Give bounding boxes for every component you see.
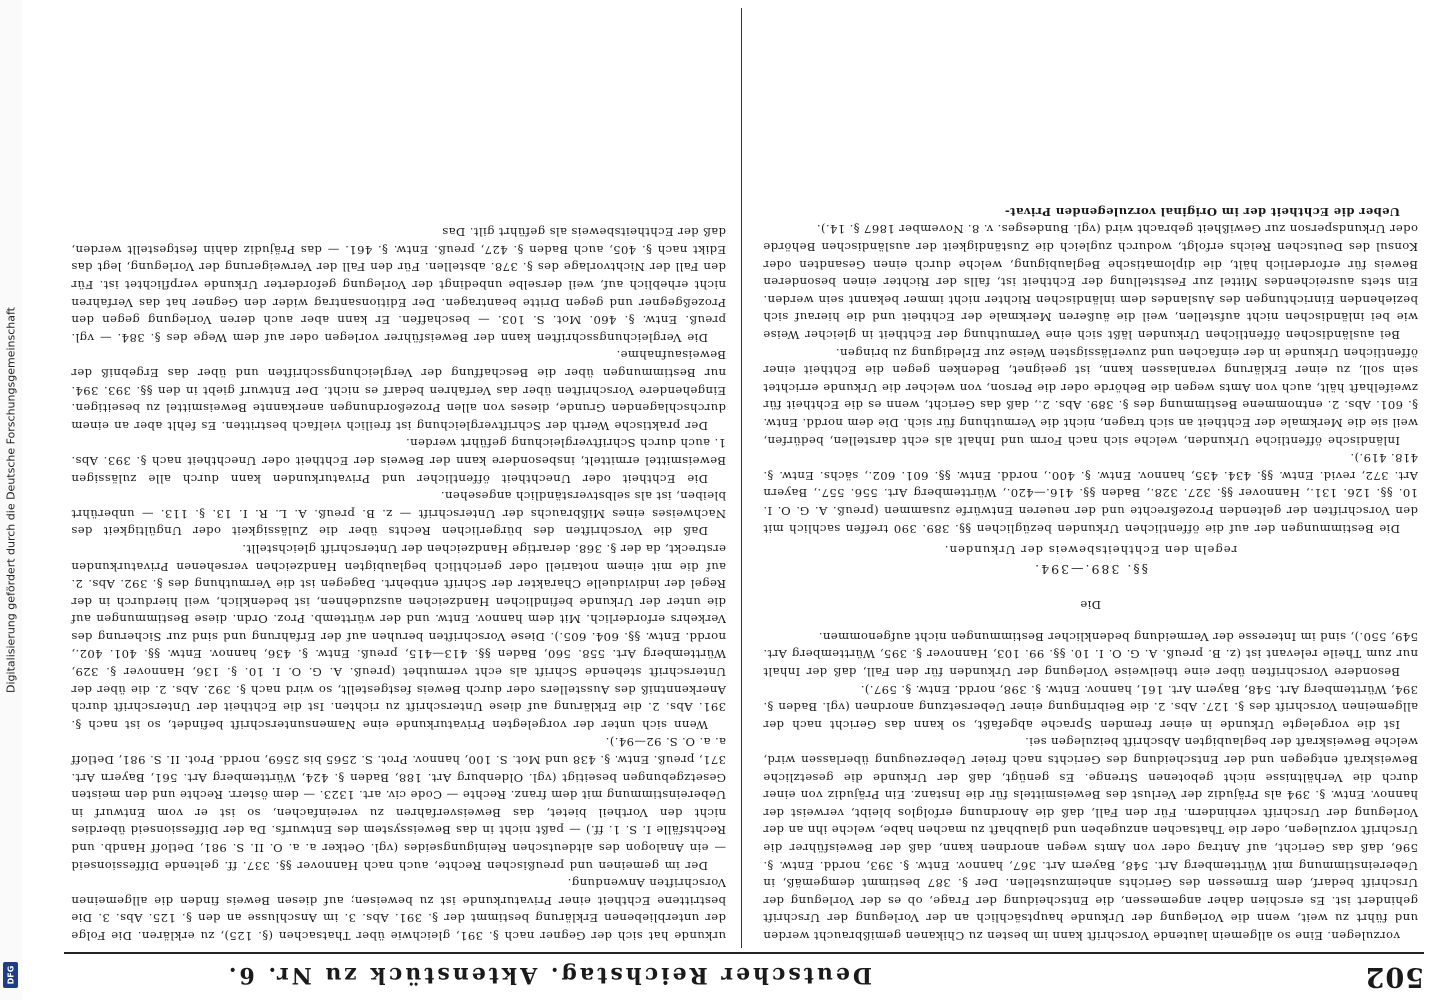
right-paragraph-1: urkunde hat sich der Gegner nach §. 391, gleichwie über Thatsachen (§. 125), zu erklären. Die Folge der unterbliebenen Erklärung bestimmt der §. 391. Abs. 3. im Anschlusse an den §. 125. Abs. 3. Die bestrittene Echtheit einer Privaturkunde ist zu beweisen; auf diesen Beweis finden die allgemeinen Vorschriften Anwendung. — [71, 876, 726, 943]
left-paragraph-6: Bei ausländischen öffentlichen Urkunden läßt sich eine Vermuthung der Echtheit in gleicher Weise wie bei inländischen nicht aufstellen, weil die äußeren Merkmale der Echtheit und die hierauf sich beziehenden Einrichtungen des Auslandes dem inländischen Richter nicht immer bekannt sein werden. Ein stets ausreichendes Mittel zur Feststellung der Echtheit ist, falls der Richter einen besonderen Beweis für erforderlich hält, die diplomatische Beglaubigung, welche durch einen Gesandten oder Konsul des Deutschen Reichs erfolgt, wodurch zugleich die Zuständigkeit der ausländischen Behörde oder Urkundsperson zur Gewißheit gebracht wird (vgl. Bundesges. v. 8. November 1867 §. 14.). — [763, 222, 1418, 342]
page-number: 502 — [1364, 961, 1424, 992]
header-rule — [64, 952, 1424, 954]
right-paragraph-6: Der praktische Werth der Schriftvergleichung ist freilich vielfach bestritten. Es fehlt aber an einem durchschlagenden Grunde, dieses von allen Prozeßordnungen anerkannte Beweismittel zu beseitigen. Eingehendere Vorschriften über das Verfahren bedarf es nicht. Der Entwurf giebt in den §§. 393. 394. nur Bestimmungen über die Beschaffung der Vergleichungsschriften und über das Ergebniß der Beweisaufnahme. — [71, 348, 726, 433]
left-column — [763, 202, 1418, 944]
left-paragraph-4: Die Bestimmungen der auf die öffentlichen Urkunden bezüglichen §§. 389. 390 treffen sachlich mit den Vorschriften der geltenden Prozeßrechte und der neueren Entwürfe zusammen (preuß. A. G. O. I. 10. §§. 126. 131., Hannover §§. 327. 328., Baden §§. 416.—420., Württemberg Art. 556. 557., Bayern Art. 372, revid. Entw. §§. 434. 435, hannov. Entw. §. 400., nordd. Entw. §§. 601. 602., sächs. Entw. §. 418. 419.). — [763, 451, 1418, 536]
digitization-strip — [0, 0, 22, 1000]
left-paragraph-2: Ist die vorgelegte Urkunde in einer fremden Sprache abgefaßt, so kann das Gericht nach der allgemeinen Vorschrift des §. 127. Abs. 2. die Beibringung einer Uebersetzung anordnen (vgl. Baden §. 394, Württemberg Art. 548, Bayern Art. 161, hannov. Entw. §. 398, nordd. Entw. §. 597.). — [763, 682, 1418, 732]
right-column — [71, 223, 726, 944]
section-heading: §§. 389.—394. — [1033, 561, 1148, 577]
dfg-logo-text: DFG — [6, 965, 15, 985]
column-rule — [741, 8, 742, 948]
section-subheading: regeln den Echtheitsbeweis der Urkunden. — [943, 543, 1238, 558]
left-paragraph-3: Besondere Vorschriften über eine theilweise Vorlegung der Urkunden für den Fall, daß der Inhalt nur zum Theile relevant ist (z. B. preuß. A. G. O. I. 10. §§. 99. 103, Hannover §. 395, Württemberg Art. 549, 550.), sind im Interesse der Vermeidung bedenklicher Bestimmungen nicht aufgenommen. — [763, 629, 1418, 680]
section-lead-word: Die — [1079, 598, 1102, 613]
right-paragraph-3: Wenn sich unter der vorgelegten Privaturkunde eine Namensunterschrift befindet, so ist nach §. 391. Abs. 2. die Erklärung auf diese Unterschrift zu richten. Ist die Echtheit der Unterschrift durch Anerkenntniß des Ausstellers oder durch Beweis festgestellt, so wird nach §. 392. Abs. 2. die über der Unterschrift stehende Schrift als echt vermuthet (preuß. A. G. O. I. 10. §. 136, Hannover §. 329, Württemberg Art. 558. 560, Baden §§. 413—415, preuß. Entw. §. 436, hannov. Entw. §§. 401. 402., nordd. Entw. §§. 604. 605.). Diese Vorschriften beruhen auf der Erfahrung und sind zur Sicherung des Verkehrs erforderlich. Mit dem hannov. Entw. und der württemb. Proz. Ordn. diese Bestimmungen auf die unter der Urkunde befindlichen Handzeichen auszudehnen, ist bedenklich, weil hierdurch in der Regel der individuelle Charakter der Schrift entbehrt. Dagegen ist die Vermuthung des §. 392. Abs. 2. auf die mit einem notariell oder gerichtlich beglaubigten Handzeichen versehenen Privaturkunden erstreckt, da der §. 368. derartige Handzeichen der Unterschrift gleichstellt. — [71, 541, 726, 732]
digitization-note: Digitalisierung gefördert durch die Deutsche Forschungsgemeinschaft — [4, 307, 18, 693]
dfg-logo — [3, 962, 18, 988]
right-paragraph-5: Die Echtheit oder Unechtheit öffentlicher und Privaturkunden kann durch alle zulässigen Beweismittel ermittelt, insbesondere kann der Beweis der Echtheit oder Unechtheit nach §. 393. Abs. 1. auch durch Schriftvergleichung geführt werden. — [71, 436, 726, 486]
left-paragraph-1: vorzulegen. Eine so allgemein lautende Vorschrift kann im besten zu Chikanen gemißbraucht werden und führt zu weit, wenn die Vorlegung der Urkunde hauptsächlich an der Vorlegung der Urschrift gehindert ist. Es erschien daher angemessen, die Entscheidung der Frage, ob es der Vorlegung der Urschrift bedarf, dem Ermessen des Gerichts anheimzustellen. Der §. 387 bestimmt demgemäß, in Uebereinstimmung mit Württemberg Art. 548, Bayern Art. 367, hannov. Entw. §. 393, nordd. Entw. §. 596, daß das Gericht, auf Antrag oder von Amts wegen anordnen kann, daß der Beweisführer die Urschrift vorzulegen, oder die Thatsachen anzugeben und glaubhaft zu machen habe, welche ihn an der Vorlegung der Urschrift verhindern. Für den Fall, daß die Anordnung erfolglos bleibt, verweist der hannov. Entw. §. 394 als Präjudiz der Verlust des Beweismittels für die Instanz. Ein Präjudiz von einer durch die Verhältnisse nicht gebotenen Strenge. Es genügt, daß der Urkunde die gesetzliche Beweiskraft entgegen und der Entscheidung des Gerichts nach freier Ueberzeugung überlassen wird, welche Beweiskraft der beglaubigten Abschrift beizulegen sei. — [763, 735, 1418, 943]
running-title: Deutscher Reichstag. Aktenstück zu Nr. 6. — [225, 962, 872, 988]
left-paragraph-7: Ueber die Echtheit der im Original vorzulegenden Privat- — [1004, 204, 1400, 219]
page-content-rotated — [30, 0, 1432, 1000]
right-paragraph-2: Der im gemeinen und preußischen Rechte, auch nach Hannover §§. 337. ff. geltende Diffessionseid — ein Analogon des altdeutschen Reinigungseides (vgl. Oetker a. a. O. II. S. 981, Detloff Handb. und Rechtsfälle I. S. 1. ff.) — paßt nicht in das Beweissystem des Entwurfs. Da der Diffessionseid überdies nicht den Vortheil bietet, das Beweisverfahren zu vereinfachen, so ist er vom Entwurf in Uebereinstimmung mit dem franz. Rechte — Code civ. art. 1323. — dem österr. Rechte und den meisten Gesetzgebungen beseitigt (vgl. Oldenburg Art. 188, Baden §. 424, Württemberg Art. 561, Bayern Art. 371, preuß. Entw. §. 438 und Mot. S. 100, hannov. Prot. S. 2565 bis 2569, nordd. Prot. II. S. 981, Detloff a. a. O. S. 92—94.). — [71, 735, 726, 873]
right-paragraph-4: Daß die Vorschriften des bürgerlichen Rechts über die Zulässigkeit oder Ungültigkeit des Nachweises eines Mißbrauchs der Unterschrift — z. B. preuß. A. L. R. I. 13. §. 113. — unberührt bleiben, ist als selbstverständlich angesehen. — [71, 489, 726, 539]
right-paragraph-7: Die Vergleichungsschriften kann der Beweisführer vorlegen oder auf dem Wege des §. 384. — vgl. preuß. Entw. §. 460. Mot. S. 103. — beschaffen. Er kann aber auch deren Vorlegung gegen den Prozeßgegner und gegen Dritte beantragen. Der Editionsantrag wider den Gegner hat das Verfahren nicht erheblich auf, weil derselbe unbedingt der Vorlegung geforderter Urkunde verpflichtet ist. Für den Fall der Nichtvorlage des §. 378. abstellen. Für den Fall der Verweigerung der Vorlegung, legt das Edikt nach §. 405, auch Baden §. 427, preuß. Entw. §. 461. — das Präjudiz dahin festgestellt werden, daß der Echtheitsbeweis als geführt gilt. Das — [71, 225, 726, 345]
scanned-page — [30, 0, 1432, 1000]
left-paragraph-5: Inländische öffentliche Urkunden, welche sich nach Form und Inhalt als echt darstellen, bedürfen, weil sie die Merkmale der Echtheit an sich tragen, nicht die Vermuthung für sich. Die dem nordd. Entw. §. 601. Abs. 2. entnommene Bestimmung des §. 389. Abs. 2., daß das Gericht, wenn es die Echtheit für zweifelhaft hält, auch von Amts wegen die Behörde oder die Person, von welcher die Urkunde errichtet sein soll, zu einer Erklärung veranlassen kann, ist geeignet, Bedenken gegen die Echtheit einer öffentlichen Urkunde in der einfachen und zuverlässigsten Weise zur Erledigung zu bringen. — [763, 345, 1418, 448]
